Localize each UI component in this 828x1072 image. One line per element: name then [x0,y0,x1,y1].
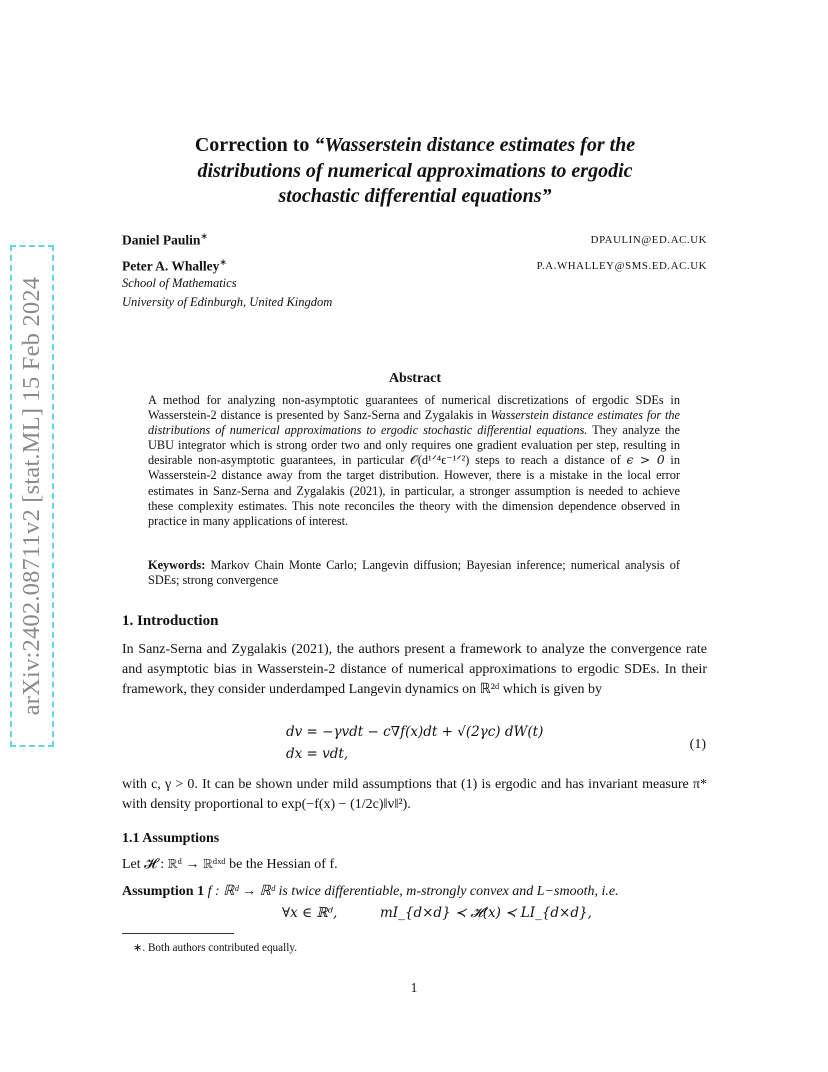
equation-1-line-1: dv = −γvdt − c∇f(x)dt + √(2γc) dW(t) [286,724,544,740]
equation-1-number: (1) [689,737,706,752]
footnote-rule [122,933,234,934]
title-prefix: Correction to [194,134,315,156]
author-2-name: Peter A. Whalley [122,258,220,274]
abstract-part-1: A method for analyzing non-asymptotic guarantees of numerical discretizations of ergodic SDEs in Wasserstein-2 distance is presented by Sanz-Serna and Zygalakis in [148,393,680,423]
abstract-cited-title: Wasserstein distance estimates for the distributions of numerical approximations to ergodic stochastic differential equations. [148,408,680,438]
title-italic-3: stochastic differential equations” [278,185,552,207]
keywords-text: Markov Chain Monte Carlo; Langevin diffusion; Bayesian inference; numerical analysis of SDEs; strong convergence [148,558,680,588]
keywords [148,558,680,588]
author-1-name: Daniel Paulin [122,232,201,248]
arxiv-stamp-text: arXiv:2402.08711v2 [stat.ML] 15 Feb 2024 [18,276,45,716]
intro-paragraph-2: with c, γ > 0. It can be shown under mild assumptions that (1) is ergodic and has invariant measure π* with density proportional to exp(−f(x) − (1/2c)‖v‖²). [122,777,707,813]
affiliation-university: University of Edinburgh, United Kingdom [122,295,333,309]
abstract-part-4: in Wasserstein-2 distance away from the target distribution. However, there is a mistake in the local error estimates in Sanz-Serna and Zygalakis (2021), in particular, a stronger assumption is needed to achieve these complexity estimates. This note reconciles the theory with the dimension dependence observed in practice in many applications of interest. [148,453,680,528]
abstract-heading: Abstract [388,371,442,386]
author-2-email[interactable]: P.A.WHALLEY@SMS.ED.AC.UK [536,260,707,272]
abstract-epsilon: ϵ > 0 [626,453,665,468]
subsection-heading-assumptions: 1.1 Assumptions [122,831,220,846]
arxiv-stamp[interactable] [10,245,54,747]
author-2 [122,257,227,275]
author-1-mark: ∗ [200,231,208,241]
abstract-part-2: They analyze the UBU integrator which is strong order two and only requires one gradient evaluation per step, resulting in desirable non-asymptotic guarantees, in particular [148,423,680,468]
assumption-1-label: Assumption 1 [122,884,205,899]
author-1-email[interactable]: DPAULIN@ED.AC.UK [590,234,707,246]
author-2-mark: ∗ [219,257,227,267]
abstract-complexity: 𝒪(d¹ᐟ⁴ϵ⁻¹ᐟ²) [410,453,470,468]
assumption-1-text: f : ℝᵈ → ℝᵈ is twice differentiable, m-strongly convex and L−smooth, i.e. [204,884,619,899]
title-italic-1: “Wasserstein distance estimates for the [314,134,636,156]
affiliation-school: School of Mathematics [122,276,237,290]
abstract-text [148,393,680,529]
title-italic-2: distributions of numerical approximations to ergodic [197,159,633,182]
assumption-formula-left: ∀x ∈ ℝᵈ, [282,905,338,921]
intro-paragraph-1: In Sanz-Serna and Zygalakis (2021), the authors present a framework to analyze the convergence rate and asymptotic bias in Wasserstein-2 distance of numerical approximations to ergodic SDEs. In their framework, they consider underdamped Langevin dynamics on ℝ²ᵈ which is given by [122,642,707,698]
paper-title [120,133,710,210]
hessian-definition: Let 𝓗 : ℝᵈ → ℝᵈˣᵈ be the Hessian of f. [122,857,338,872]
keywords-label: Keywords: [148,558,206,572]
assumption-formula-right: mI_{d×d} ≺ 𝓗(x) ≺ LI_{d×d}, [380,905,592,921]
assumption-1 [122,883,712,900]
author-1 [122,231,208,249]
footnote: ∗. Both authors contributed equally. [133,942,297,954]
abstract-part-3: steps to reach a distance of [469,453,627,468]
equation-1-line-2: dx = vdt, [286,746,349,762]
page-number: 1 [410,980,418,995]
section-heading-introduction: 1. Introduction [122,613,219,629]
